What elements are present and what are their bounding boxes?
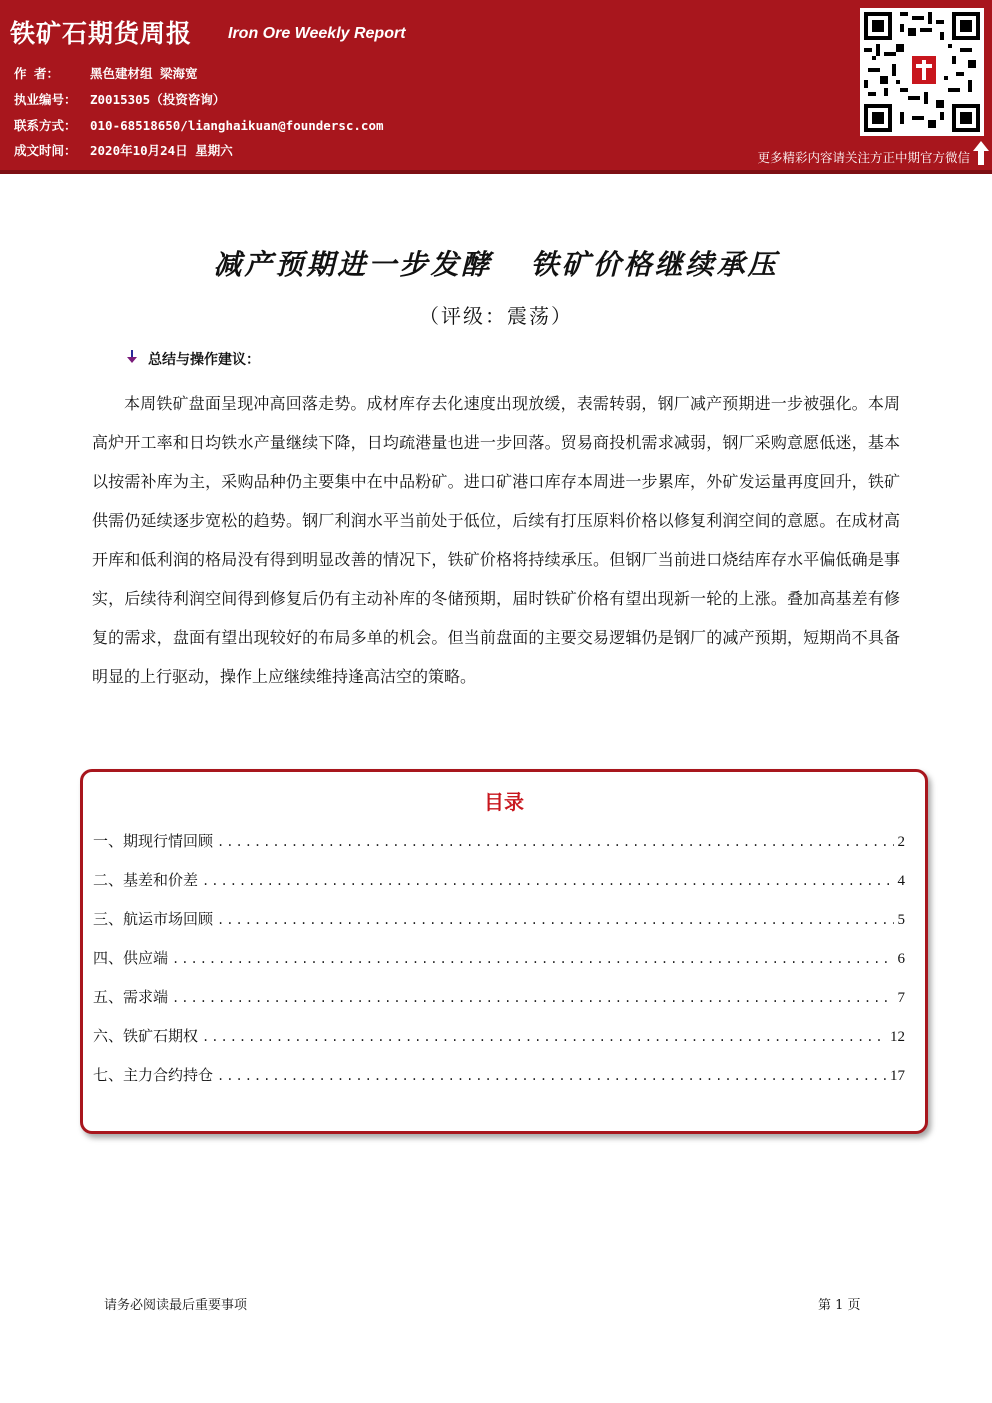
summary-paragraph: 本周铁矿盘面呈现冲高回落走势。成材库存去化速度出现放缓，表需转弱，钢厂减产预期进一步被强化。本周高炉开工率和日均铁水产量继续下降，日均疏港量也进一步回落。贸易商投机需求减弱，钢厂采购意愿低迷，基本以按需补库为主，采购品种仍主要集中在中品粉矿。进口矿港口库存本周进一步累库，外矿发运量再度回升，铁矿供需仍延续逐步宽松的趋势。钢厂利润水平当前处于低位，后续有打压原料价格以修复利润空间的意愿。在成材高开库和低利润的格局没有得到明显改善的情况下，铁矿价格将持续承压。但钢厂当前进口烧结库存水平偏低确是事实，后续待利润空间得到修复后仍有主动补库的冬储预期，届时铁矿价格有望出现新一轮的上涨。叠加高基差有修复的需求，盘面有望出现较好的布局多单的机会。但当前盘面的主要交易逻辑仍是钢厂的减产预期，短期尚不具备明显的上行驱动，操作上应继续维持逢高沽空的策略。	[92, 394, 900, 686]
toc-item-label: 六、铁矿石期权	[93, 1027, 199, 1045]
report-title-en: Iron Ore Weekly Report	[228, 25, 406, 42]
toc-item-label: 七、主力合约持仓	[93, 1066, 214, 1084]
footer-notice: 请务必阅读最后重要事项	[104, 1298, 248, 1313]
report-header	[0, 0, 992, 174]
toc-item[interactable]	[93, 1064, 905, 1103]
toc-list	[93, 830, 905, 1103]
toc-item-page: 12	[890, 1029, 905, 1045]
summary-heading	[126, 349, 260, 369]
toc-item-page: 17	[890, 1068, 905, 1084]
arrow-up-icon	[972, 140, 990, 166]
toc-item-label: 三、航运市场回顾	[93, 910, 214, 928]
toc-item-page: 4	[897, 873, 905, 889]
document-title: 减产预期进一步发酵 铁矿价格继续承压	[213, 248, 779, 281]
toc-item-label: 二、基差和价差	[93, 871, 199, 889]
toc-item-label: 四、供应端	[93, 949, 169, 967]
qr-code-icon	[860, 8, 984, 136]
contact-label: 联系方式：	[14, 118, 77, 133]
author-line	[14, 64, 198, 82]
toc-item[interactable]	[93, 908, 905, 947]
date-value: 2020年10月24日 星期六	[90, 143, 233, 158]
toc-item-label: 一、期现行情回顾	[93, 832, 214, 850]
contact-line	[14, 116, 384, 134]
rating: （评级：震荡）	[419, 304, 573, 328]
contact-value[interactable]: 010-68518650/lianghaikuan@foundersc.com	[90, 118, 384, 133]
toc-item[interactable]	[93, 869, 905, 908]
wechat-follow-note: 更多精彩内容请关注方正中期官方微信	[757, 150, 970, 165]
toc-item[interactable]	[93, 986, 905, 1025]
toc-leader	[172, 948, 893, 970]
page-number: 第 1 页	[818, 1298, 861, 1313]
toc-item-label: 五、需求端	[93, 988, 169, 1006]
license-label: 执业编号：	[14, 92, 77, 107]
license-value: Z0015305（投资咨询）	[90, 92, 226, 107]
toc-leader	[172, 987, 893, 1009]
toc-item[interactable]	[93, 947, 905, 986]
summary-heading-text: 总结与操作建议：	[148, 352, 260, 368]
toc-leader	[217, 909, 893, 931]
toc-leader	[202, 1026, 886, 1048]
date-label: 成文时间：	[14, 143, 77, 158]
toc-item[interactable]	[93, 1025, 905, 1064]
toc-item-page: 2	[897, 834, 905, 850]
toc-item[interactable]	[93, 830, 905, 869]
report-title: 铁矿石期货周报	[10, 19, 193, 48]
toc-leader	[217, 831, 893, 853]
toc-item-page: 6	[897, 951, 905, 967]
license-line	[14, 90, 225, 108]
toc-item-page: 7	[897, 990, 905, 1006]
date-line	[14, 141, 233, 159]
toc-leader	[217, 1065, 886, 1087]
toc-item-page: 5	[897, 912, 905, 928]
arrow-bullet-icon	[126, 350, 148, 368]
table-of-contents	[80, 769, 928, 1134]
toc-leader	[202, 870, 893, 892]
author-label: 作 者：	[14, 66, 60, 81]
toc-title: 目录	[484, 790, 524, 814]
author-value: 黑色建材组 梁海宽	[90, 66, 198, 81]
